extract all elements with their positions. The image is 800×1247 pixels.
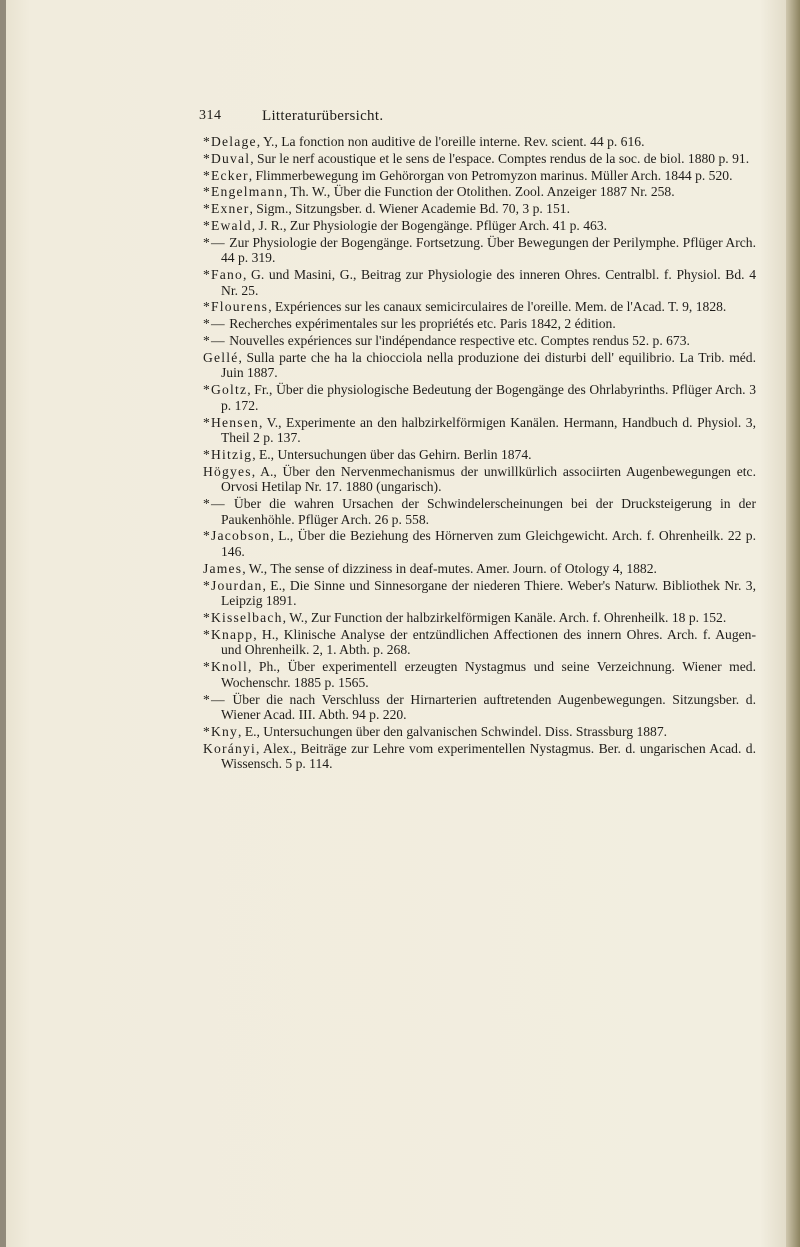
entry-text: , Sigm., Sitzungsber. d. Wiener Academie Bd. 70, 3 p. 151. xyxy=(249,201,570,217)
bibliography-entry xyxy=(203,496,756,527)
entry-text: Über die nach Verschluss der Hirnarterien auftretenden Augenbewegungen. Sitzungsber. d. Wiener Acad. III. Abth. 94 p. 220. xyxy=(221,691,756,723)
entry-text: , Flimmerbewegung im Gehörorgan von Petromyzon marinus. Müller Arch. 1844 p. 520. xyxy=(248,167,733,183)
page-binding-shadow xyxy=(0,0,6,1247)
entry-text: , A., Über den Nervenmechanismus der unwillkürlich associirten Augenbewegungen etc. Orvosi Hetilap Nr. 17. 1880 (ungarisch). xyxy=(221,463,756,495)
bibliography-entry xyxy=(203,184,756,200)
page-edge-shadow xyxy=(786,0,800,1247)
entry-text: , W., The sense of dizziness in deaf-mutes. Amer. Journ. of Otology 4, 1882. xyxy=(242,560,657,576)
entry-author: *Duval xyxy=(203,150,251,166)
entry-author: *Fano xyxy=(203,267,243,283)
entry-text: , V., Experimente an den halbzirkelförmigen Kanälen. Hermann, Handbuch d. Physiol. 3, Theil 2 p. 137. xyxy=(221,414,756,446)
entry-author: *— xyxy=(203,691,226,707)
bibliography-entry xyxy=(203,724,756,740)
entry-author: *Hensen xyxy=(203,414,259,430)
entry-author: *Goltz xyxy=(203,382,248,398)
bibliography-entry xyxy=(203,464,756,495)
bibliography-entry xyxy=(203,350,756,381)
entry-text: , E., Die Sinne und Sinnesorgane der niederen Thiere. Weber's Naturw. Bibliothek Nr. 3, Leipzig 1891. xyxy=(221,577,756,609)
entry-author: *Flourens xyxy=(203,299,269,315)
entry-text: , Ph., Über experimentell erzeugten Nystagmus und seine Verzeichnung. Wiener med. Wochenschr. 1885 p. 1565. xyxy=(221,659,756,690)
entry-text: , L., Über die Beziehung des Hörnerven zum Gleichgewicht. Arch. f. Ohrenheilk. 22 p. 146. xyxy=(221,528,756,560)
bibliography-list xyxy=(203,134,756,773)
entry-author: *Kny xyxy=(203,723,239,739)
entry-author: *Hitzig xyxy=(203,446,253,462)
page-number: 314 xyxy=(199,108,222,123)
entry-author: *Knapp xyxy=(203,626,254,642)
bibliography-entry xyxy=(203,528,756,559)
bibliography-entry xyxy=(203,333,756,349)
bibliography-entry xyxy=(203,692,756,723)
entry-text: Nouvelles expériences sur l'indépendance respective etc. Comptes rendus 52. p. 673. xyxy=(225,333,690,348)
page-header xyxy=(0,108,800,128)
entry-text: , Sur le nerf acoustique et le sens de l'espace. Comptes rendus de la soc. de biol. 1880 p. 91. xyxy=(250,150,750,166)
entry-author: *— xyxy=(203,496,226,512)
entry-text: , G. und Masini, G., Beitrag zur Physiologie des inneren Ohres. Centralbl. f. Physiol. Bd. 4 Nr. 25. xyxy=(221,267,756,298)
entry-text: Recherches expérimentales sur les propriétés etc. Paris 1842, 2 édition. xyxy=(225,316,616,332)
entry-author: *— xyxy=(203,316,226,332)
entry-text: , E., Untersuchungen über das Gehirn. Berlin 1874. xyxy=(252,446,532,462)
bibliography-entry xyxy=(203,267,756,298)
entry-author: *Knoll xyxy=(203,659,248,675)
bibliography-entry xyxy=(203,578,756,609)
entry-author: Korányi xyxy=(203,740,256,756)
entry-author: *— xyxy=(203,333,226,348)
entry-author: *Jacobson xyxy=(203,528,271,544)
bibliography-entry xyxy=(203,134,756,150)
bibliography-entry xyxy=(203,316,756,332)
entry-author: *— xyxy=(203,234,226,250)
entry-author: *Exner xyxy=(203,201,250,217)
entry-text: , W., Zur Function der halbzirkelförmigen Kanäle. Arch. f. Ohrenheilk. 18 p. 152. xyxy=(282,609,727,625)
entry-text: Über die wahren Ursachen der Schwindelerscheinungen bei der Drucksteigerung in der Paukenhöhle. Pflüger Arch. 26 p. 558. xyxy=(221,496,756,527)
bibliography-entry xyxy=(203,610,756,626)
entry-text: , Y., La fonction non auditive de l'oreille interne. Rev. scient. 44 p. 616. xyxy=(256,134,645,149)
entry-text: , Fr., Über die physiologische Bedeutung der Bogengänge des Ohrlabyrinths. Pflüger Arch. 3 p. 172. xyxy=(221,382,756,413)
entry-author: James xyxy=(203,560,243,576)
bibliography-entry xyxy=(203,201,756,217)
entry-text: , J. R., Zur Physiologie der Bogengänge. Pflüger Arch. 41 p. 463. xyxy=(251,217,608,233)
running-title: Litteraturübersicht. xyxy=(262,108,384,124)
bibliography-entry xyxy=(203,627,756,658)
entry-author: *Ecker xyxy=(203,167,249,183)
entry-text: , Alex., Beiträge zur Lehre vom experimentellen Nystagmus. Ber. d. ungarischen Acad. d. Wissensch. 5 p. 114. xyxy=(221,740,756,772)
entry-text: , E., Untersuchungen über den galvanischen Schwindel. Diss. Strassburg 1887. xyxy=(238,723,668,739)
entry-text: Zur Physiologie der Bogengänge. Fortsetzung. Über Bewegungen der Perilymphe. Pflüger Arch. 44 p. 319. xyxy=(221,234,756,266)
entry-author: Gellé xyxy=(203,349,239,365)
entry-author: *Engelmann xyxy=(203,184,284,200)
bibliography-entry xyxy=(203,659,756,690)
bibliography-entry xyxy=(203,151,756,167)
entry-text: , Expériences sur les canaux semicirculaires de l'oreille. Mem. de l'Acad. T. 9, 1828. xyxy=(268,299,727,315)
bibliography-entry xyxy=(203,235,756,266)
entry-text: , H., Klinische Analyse der entzündlichen Affectionen des innern Ohres. Arch. f. Augen- und Ohrenheilk. 2, 1. Abth. p. 268. xyxy=(221,626,756,658)
entry-author: *Jourdan xyxy=(203,577,263,593)
entry-text: , Th. W., Über die Function der Otolithen. Zool. Anzeiger 1887 Nr. 258. xyxy=(283,184,675,200)
bibliography-entry xyxy=(203,415,756,446)
bibliography-entry xyxy=(203,447,756,463)
entry-author: *Ewald xyxy=(203,217,252,233)
bibliography-entry xyxy=(203,168,756,184)
bibliography-entry xyxy=(203,218,756,234)
bibliography-entry xyxy=(203,382,756,413)
entry-text: , Sulla parte che ha la chiocciola nella produzione dei disturbi dell' equilibrio. La Trib. méd. Juin 1887. xyxy=(221,349,756,381)
bibliography-entry xyxy=(203,299,756,315)
bibliography-entry xyxy=(203,741,756,772)
entry-author: Högyes xyxy=(203,463,252,479)
entry-author: *Delage xyxy=(203,134,257,149)
bibliography-entry xyxy=(203,561,756,577)
entry-author: *Kisselbach xyxy=(203,609,283,625)
